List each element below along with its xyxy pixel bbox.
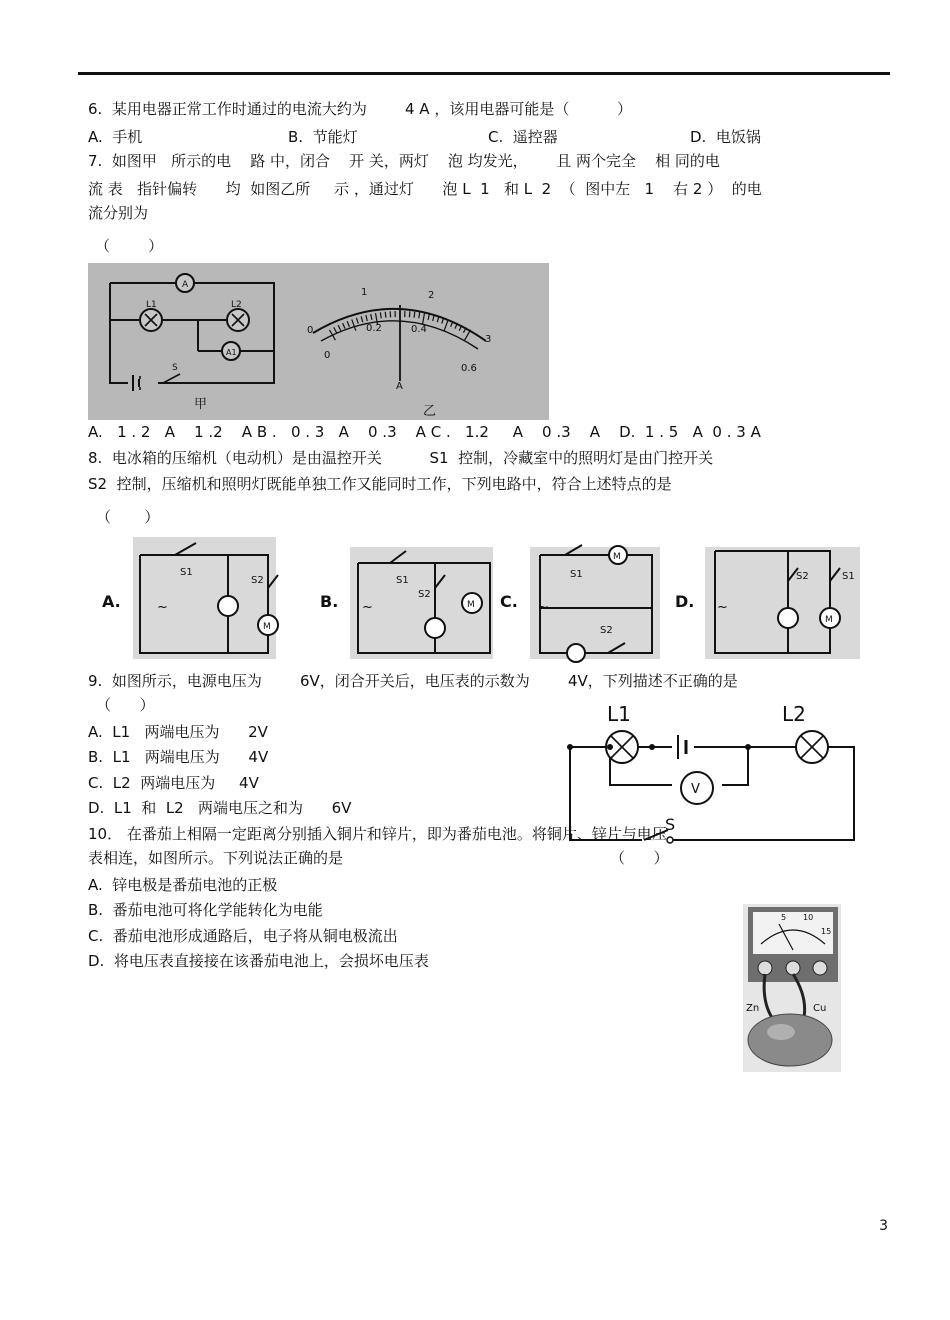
q8d-motor-label: M: [825, 615, 833, 625]
meter-tick-top-3: 3: [485, 334, 492, 345]
q8b-lamp-icon: [425, 618, 445, 638]
q8c-s2: S2: [600, 625, 613, 636]
q7-lamp2-label: L2: [231, 300, 242, 310]
q8-circuit-b: [320, 547, 493, 659]
q9-answer-paren: （ ）: [96, 696, 155, 714]
q7-answer-paren: （ ）: [95, 237, 164, 255]
q10-option-d: D. 将电压表直接接在该番茄电池上，会损坏电压表: [88, 952, 429, 970]
q10-option-a: A. 锌电极是番茄电池的正极: [88, 876, 278, 894]
q7-stem-line3: 流分别为: [88, 204, 149, 222]
meter-tick-bottom-0: 0: [324, 350, 331, 361]
meter-tick-mark: [419, 312, 420, 318]
q8a-s2: S2: [251, 575, 264, 586]
q10-stem-line2: 表相连，如图所示。下列说法正确的是: [88, 849, 344, 867]
q9-option-c: C. L2 两端电压为 4V: [88, 774, 259, 792]
q8-figures: [100, 533, 875, 663]
meter-tick-bottom-3: 0.6: [461, 363, 477, 374]
q8d-source: ~: [717, 600, 728, 615]
q9-l2-label: L2: [782, 702, 806, 726]
q8-circuit-d: [675, 547, 860, 659]
q6-stem: 6. 某用电器正常工作时通过的电流大约为 4 A ，该用电器可能是（ ）: [88, 100, 633, 118]
q7-stem-line1: 7. 如图甲 所示的电 路 中，闭合 开 关，两灯 泡 均发光， 且 两个完全 相 同的电: [88, 152, 720, 170]
q7-options: A. 1 . 2 A 1 .2 A B . 0 . 3 A 0 .3 A C . 1.2 A 0 .3 A D. 1 . 5 A 0 . 3 A: [88, 423, 761, 441]
q7-label-yi: 乙: [423, 404, 437, 419]
tomato-icon: [748, 1014, 832, 1066]
q6-option-d: D. 电饭锅: [690, 128, 761, 146]
q9-l1-label: L1: [607, 702, 631, 726]
q8b-s2: S2: [418, 589, 431, 600]
q8b-source: ~: [362, 600, 373, 615]
meter-tick-top-2: 2: [428, 290, 435, 301]
q8c-s1: S1: [570, 569, 583, 580]
meter-tick-mark: [380, 312, 381, 318]
q9-switch-label: S: [665, 815, 676, 834]
q8-stem-line1: 8. 电冰箱的压缩机（电动机）是由温控开关 S1 控制，冷藏室中的照明灯是由门控开关: [88, 449, 714, 467]
q6-option-a: A. 手机: [88, 128, 143, 146]
meter-unit: A: [396, 381, 403, 392]
q10-option-c: C. 番茄电池形成通路后，电子将从铜电极流出: [88, 927, 398, 945]
q8a-lamp-icon: [218, 596, 238, 616]
q8-circuit-c: [500, 545, 660, 662]
q6-option-b: B. 节能灯: [288, 128, 358, 146]
meter-tick-top-1: 1: [361, 287, 368, 298]
q8a-source: ~: [157, 600, 168, 615]
q10-answer-paren: （ ）: [610, 849, 669, 867]
q10-zn-label: Zn: [746, 1003, 760, 1014]
q8-stem-line2: S2 控制，压缩机和照明灯既能单独工作又能同时工作，下列电路中，符合上述特点的是: [88, 475, 672, 493]
q7-stem-line2: 流 表 指针偏转 均 如图乙所 示 ，通过灯 泡 L 1 和 L 2 （ 图中左 1 右 2 ） 的电: [88, 180, 762, 198]
q8-label-c: C.: [500, 592, 518, 611]
q8a-motor-label: M: [263, 622, 271, 632]
q9-stem: 9. 如图所示，电源电压为 6V，闭合开关后，电压表的示数为 4V，下列描述不正确的是: [88, 672, 738, 690]
q8-circuit-a: [102, 537, 278, 659]
q8b-s1: S1: [396, 575, 409, 586]
q8b-motor-label: M: [467, 600, 475, 610]
q8d-lamp-icon: [778, 608, 798, 628]
q8-label-d: D.: [675, 592, 695, 611]
q9-voltmeter-label: V: [691, 782, 700, 797]
q10-cu-label: Cu: [813, 1003, 827, 1014]
meter-tick-mark: [414, 312, 415, 318]
q9-option-b: B. L1 两端电压为 4V: [88, 748, 269, 766]
q9-option-d: D. L1 和 L2 两端电压之和为 6V: [88, 799, 352, 817]
q8c-lamp-icon: [567, 644, 585, 662]
terminal-15-icon: [813, 961, 827, 975]
header-rule: [78, 72, 890, 75]
q8a-s1: S1: [180, 567, 193, 578]
q8c-source: ~: [538, 600, 549, 615]
q7-ammeter-label: A: [182, 280, 189, 290]
q8d-s1: S1: [842, 571, 855, 582]
terminal-negative-icon: [758, 961, 772, 975]
terminal-3-icon: [786, 961, 800, 975]
q6-option-c: C. 遥控器: [488, 128, 558, 146]
meter-tick-bottom-1: 0.2: [366, 323, 382, 334]
q7-label-jia: 甲: [194, 397, 208, 412]
meter-tick-mark: [385, 312, 386, 318]
q8-answer-paren: （ ）: [96, 508, 160, 526]
meter-tick-top-0: 0: [307, 325, 314, 336]
q7-figure: [88, 263, 549, 420]
q10-stem-line1: 10． 在番茄上相隔一定距离分别插入铜片和锌片，即为番茄电池。将铜片、锌片与电压: [88, 825, 667, 843]
q8-label-a: A.: [102, 592, 121, 611]
q9-option-a: A. L1 两端电压为 2V: [88, 723, 268, 741]
q10-scale-10: 10: [803, 913, 814, 922]
q10-scale-15: 15: [821, 927, 832, 936]
q7-ammeter1-label: A1: [226, 348, 237, 357]
meter-tick-bottom-2: 0.4: [411, 324, 427, 335]
q8c-motor-label: M: [613, 552, 621, 562]
q10-figure: [743, 904, 841, 1072]
q10-scale-5: 5: [781, 913, 787, 922]
q8-label-b: B.: [320, 592, 339, 611]
q8d-s2: S2: [796, 571, 809, 582]
q10-option-b: B. 番茄电池可将化学能转化为电能: [88, 901, 323, 919]
q7-lamp1-label: L1: [146, 300, 157, 310]
page-number: 3: [879, 1218, 888, 1234]
q7-switch-label: S: [172, 363, 178, 373]
